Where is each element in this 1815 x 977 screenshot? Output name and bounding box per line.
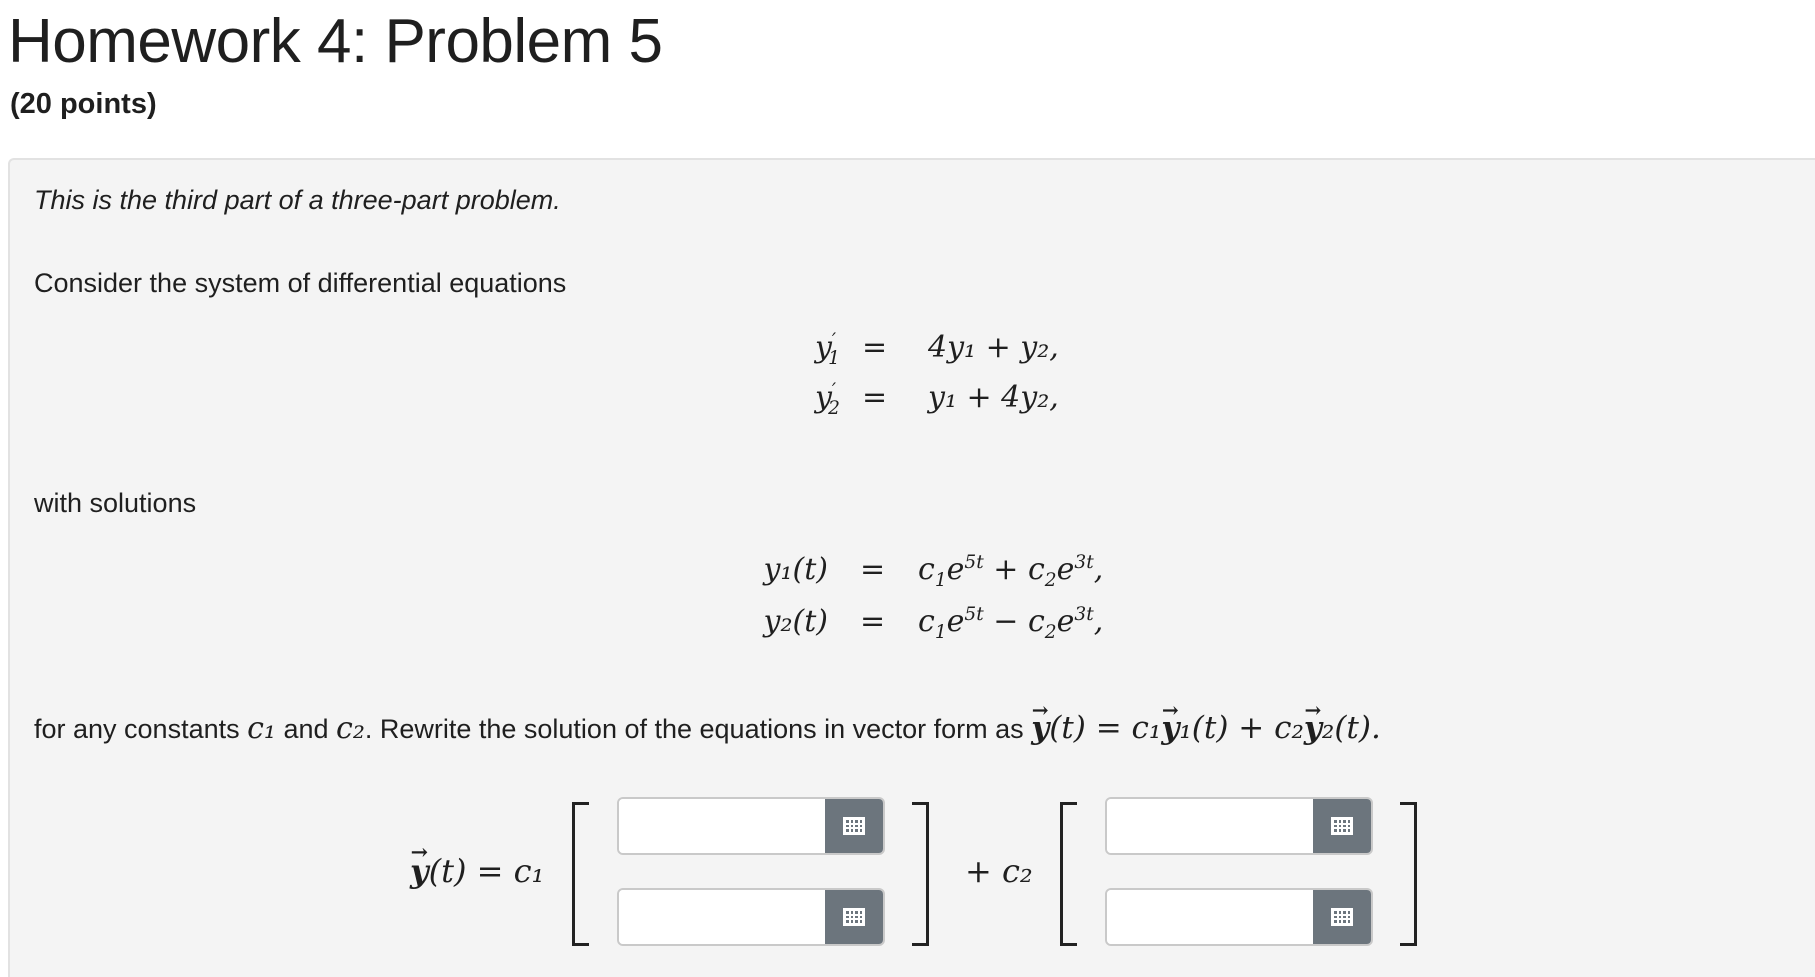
vector-2-right-bracket	[1400, 802, 1417, 946]
vector-2-entry-2-input[interactable]	[1107, 890, 1313, 944]
solution-row-1	[700, 552, 1160, 598]
ode-lhs-1: $y'_1$	[814, 330, 840, 369]
solution-rhs-2: $c_1e^{5t} - c_2e^{3t}$,	[918, 604, 1104, 643]
vector-2-left-bracket	[1060, 802, 1077, 946]
ode-rhs-2: y₁ + 4y₂,	[928, 380, 1059, 415]
vector-1-right-bracket	[912, 802, 929, 946]
with-solutions-text: with solutions	[34, 488, 197, 518]
consider-text: Consider the system of differential equations	[34, 268, 567, 298]
ode-row-1	[700, 330, 1120, 374]
vector-2-entry-1-input[interactable]	[1107, 799, 1313, 853]
ode-equals-2: =	[862, 380, 888, 415]
solution-lhs-1: y₁(t)	[763, 552, 828, 587]
solution-equals-1: =	[860, 552, 886, 587]
solution-system	[700, 552, 1160, 652]
points-label: (20 points)	[10, 88, 157, 120]
answer-lhs: → y(t) = c₁	[410, 852, 544, 890]
solution-rhs-1: $c_1e^{5t} + c_2e^{3t}$,	[918, 552, 1104, 591]
vector-1-entry-2-matrix-button[interactable]	[825, 890, 883, 944]
vector-1-entry-1-input[interactable]	[619, 799, 825, 853]
vector-form-expression: → y(t) = c₁→ y₁(t) + c₂→ y₂(t).	[1031, 710, 1381, 746]
ode-row-2	[700, 380, 1120, 424]
solution-equals-2: =	[860, 604, 886, 639]
page-title: Homework 4: Problem 5	[8, 7, 663, 76]
vector-2-entry-2	[1105, 888, 1373, 946]
instruction-text: for any constants c₁ and c₂. Rewrite the solution of the equations in vector form as → y(t) = c₁→ y₁(t) + c₂→ y₂(t).	[34, 710, 1381, 746]
vector-1-left-bracket	[572, 802, 589, 946]
grid-icon	[843, 908, 865, 926]
problem-intro: This is the third part of a three-part problem.	[34, 185, 561, 215]
vector-1-entry-2	[617, 888, 885, 946]
ode-equals-1: =	[862, 330, 888, 365]
grid-icon	[1331, 908, 1353, 926]
vector-1-entry-1	[617, 797, 885, 855]
grid-icon	[843, 817, 865, 835]
grid-icon	[1331, 817, 1353, 835]
vector-2-entry-1	[1105, 797, 1373, 855]
ode-system	[700, 330, 1120, 430]
vector-2-entry-1-matrix-button[interactable]	[1313, 799, 1371, 853]
ode-rhs-1: 4y₁ + y₂,	[928, 330, 1059, 365]
vector-1-entry-2-input[interactable]	[619, 890, 825, 944]
solution-row-2	[700, 604, 1160, 650]
vector-2-entry-2-matrix-button[interactable]	[1313, 890, 1371, 944]
plus-c2-label: + c₂	[965, 852, 1033, 890]
solution-lhs-2: y₂(t)	[763, 604, 828, 639]
vector-1-entry-1-matrix-button[interactable]	[825, 799, 883, 853]
ode-lhs-2: $y'_2$	[814, 380, 840, 419]
